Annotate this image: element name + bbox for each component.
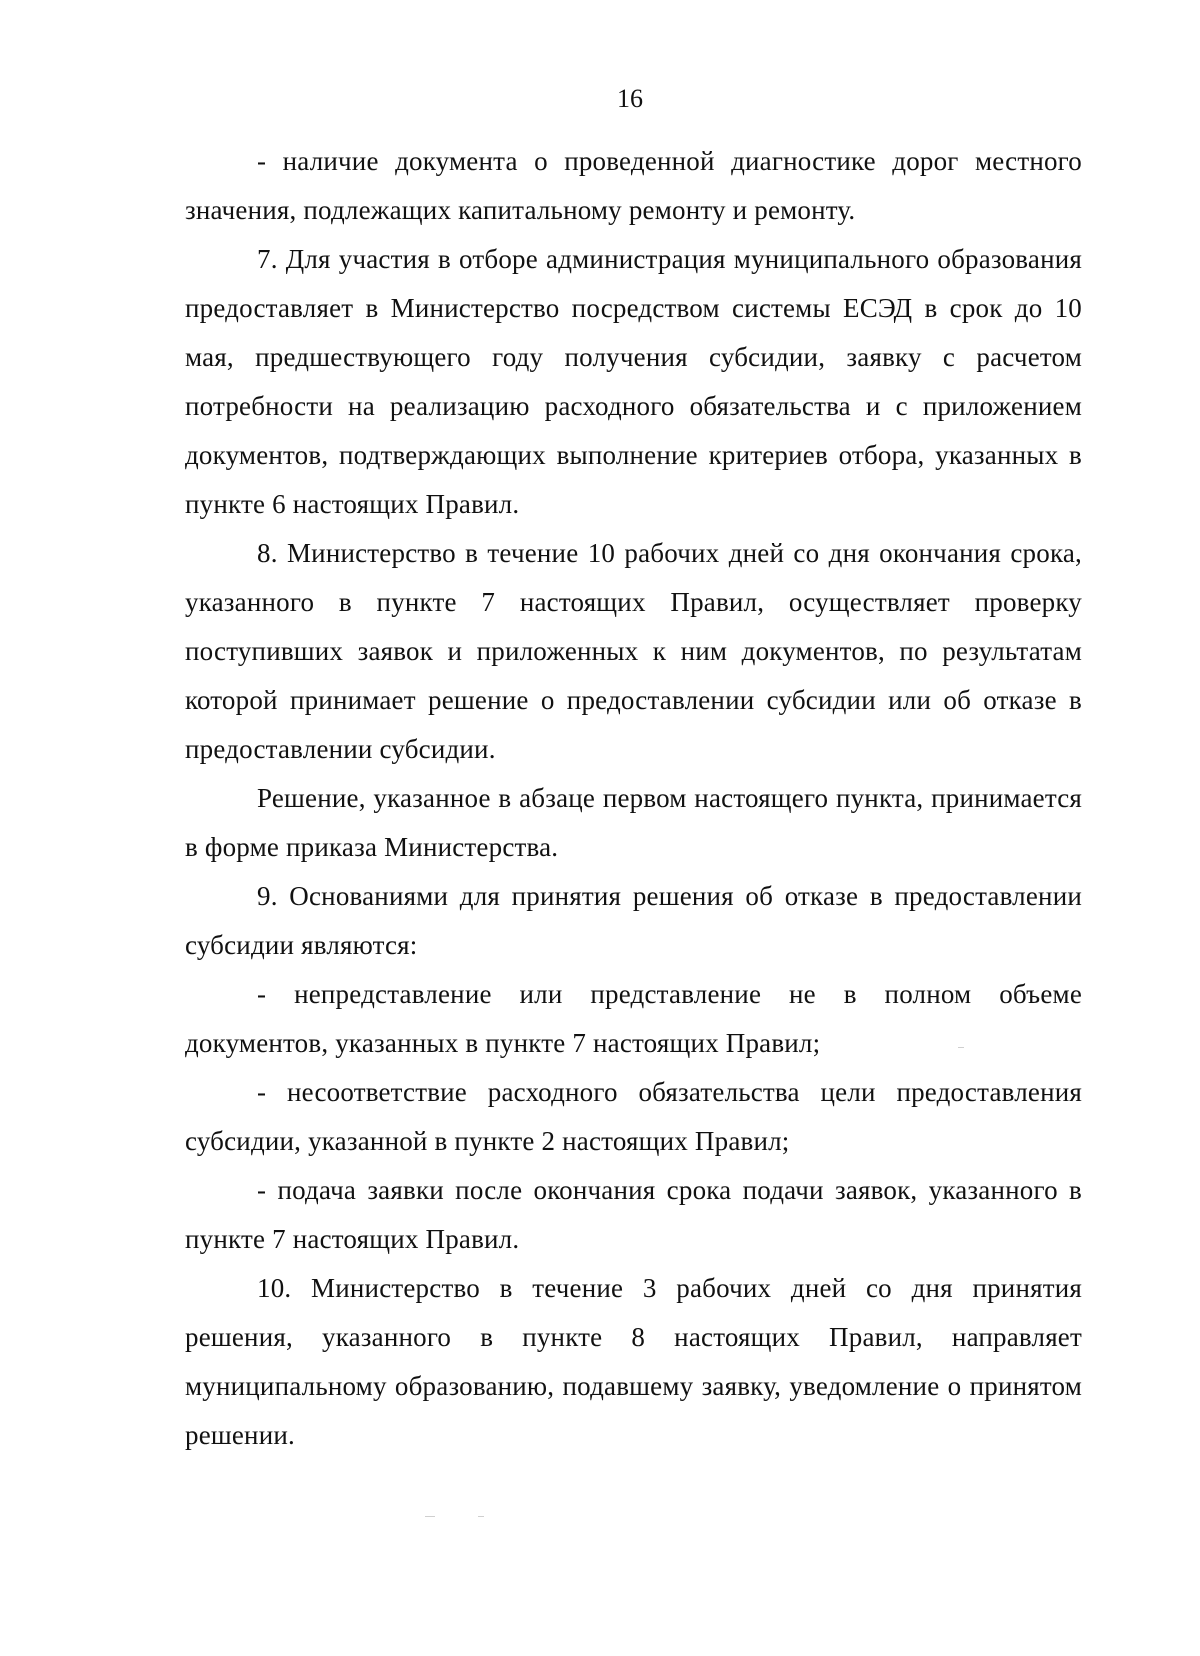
page-number: 16 (617, 84, 643, 113)
paragraph-refusal-ground-1: - непредставление или представление не в полном объеме документов, указанных в пункте 7 настоящих Правил; (185, 979, 1082, 1058)
paragraph-decision-form: Решение, указанное в абзаце первом настоящего пункта, принимается в форме приказа Министерства. (185, 783, 1082, 862)
scan-speck (478, 1516, 484, 1517)
paragraph-item-8: 8. Министерство в течение 10 рабочих дней со дня окончания срока, указанного в пункте 7 настоящих Правил, осуществляет проверку поступивших заявок и приложенных к ним документов, по результатам которой принимает решение о предоставлении субсидии или об отказе в предоставлении субсидии. (185, 538, 1082, 764)
paragraph-item-7: 7. Для участия в отборе администрация муниципального образования предоставляет в Министерство посредством системы ЕСЭД в срок до 10 мая, предшествующего году получения субсидии, заявку с расчетом потребности на реализацию расходного обязательства и с приложением документов, подтверждающих выполнение критериев отбора, указанных в пункте 6 настоящих Правил. (185, 244, 1082, 519)
paragraph-refusal-ground-3: - подача заявки после окончания срока подачи заявок, указанного в пункте 7 настоящих Правил. (185, 1175, 1082, 1254)
scan-speck (958, 1047, 964, 1048)
document-body (185, 137, 1082, 1460)
paragraph-item-9: 9. Основаниями для принятия решения об отказе в предоставлении субсидии являются: (185, 881, 1082, 960)
paragraph-road-diagnostics: - наличие документа о проведенной диагностике дорог местного значения, подлежащих капитальному ремонту и ремонту. (185, 146, 1082, 225)
paragraph-refusal-ground-2: - несоответствие расходного обязательства цели предоставления субсидии, указанной в пункте 2 настоящих Правил; (185, 1077, 1082, 1156)
scan-speck (425, 1516, 435, 1517)
paragraph-item-10: 10. Министерство в течение 3 рабочих дней со дня принятия решения, указанного в пункте 8 настоящих Правил, направляет муниципальному образованию, подавшему заявку, уведомление о принятом решении. (185, 1273, 1082, 1450)
